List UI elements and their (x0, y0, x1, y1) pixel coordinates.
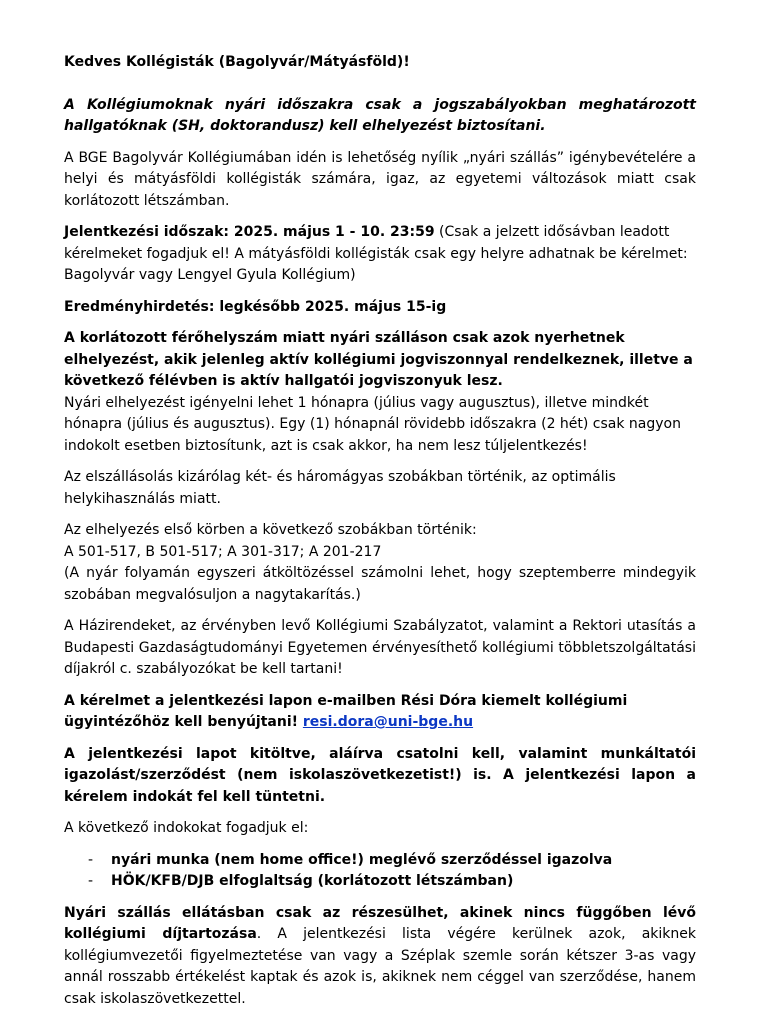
greeting-heading: Kedves Kollégisták (Bagolyvár/Mátyásföld)! (64, 54, 410, 70)
submit-paragraph (64, 691, 696, 734)
list-item: - HÖK/KFB/DJB elfoglaltság (korlátozott létszámban) (64, 871, 696, 893)
application-period-label: Jelentkezési időszak: 2025. május 1 - 10. 23:59 (64, 224, 435, 240)
reasons-intro: A következő indokokat fogadjuk el: (64, 820, 309, 836)
rules-paragraph: A Házirendeket, az érvényben levő Kollégiumi Szabályzatot, valamint a Rektori utasítás a Budapesti Gazdaságtudományi Egyetemen érvényesíthető kollégiumi többletszolgáltatási díjakról c. szabályozókat be kell tartani! (64, 618, 696, 677)
submit-text: A kérelmet a jelentkezési lapon e-mailben Rési Dóra kiemelt kollégiumi ügyintézőhöz kell benyújtani! (64, 692, 628, 730)
list-item: - nyári munka (nem home office!) meglévő szerződéssel igazolva (64, 850, 696, 872)
final-text: . A jelentkezési lista végére kerülnek azok, akiknek kollégiumvezetői figyelmeztetése van vagy a Széplak szemle során kétszer 3-as vagy annál rosszabb értékelést kaptak és azok is, akiknek nem céggel van szerződése, hanem csak iskolaszövetkezettel. (64, 926, 696, 1007)
rooms-paragraph (64, 520, 696, 606)
eligibility-text: Nyári elhelyezést igényelni lehet 1 hónapra (július vagy augusztus), illetve mindkét hónapra (július és augusztus). Egy (1) hónapnál rövidebb időszakra (2 hét) csak nagyon indokolt esetben biztosítunk, azt is csak akkor, ha nem lesz túljelentkezés! (64, 394, 681, 454)
rooms-list: A 501-517, B 501-517; A 301-317; A 201-217 (64, 543, 382, 560)
application-period-paragraph (64, 222, 696, 287)
rooms-note: (A nyár folyamán egyszeri átköltözéssel számolni lehet, hogy szeptemberre mindegyik szobában megvalósuljon a nagytakarítás.) (64, 565, 696, 603)
room-type-paragraph: Az elszállásolás kizárólag két- és háromágyas szobákban történik, az optimális helykihasználás miatt. (64, 469, 616, 507)
bge-summer-paragraph: A BGE Bagolyvár Kollégiumában idén is lehetőség nyílik „nyári szállás” igénybevételére a helyi és mátyásföldi kollégisták számára, igaz, az egyetemi változások miatt csak korlátozott létszámban. (64, 149, 696, 209)
application-period-text: (Csak a jelzett idősávban leadott kérelmeket fogadjuk el! A mátyásföldi kollégisták csak egy helyre adhatnak be kérelmet: Bagolyvár vagy Lengyel Gyula Kollégium) (64, 224, 688, 283)
final-bold: Nyári szállás ellátásban csak az részesülhet, akinek nincs függőben lévő kollégiumi díjtartozása (64, 904, 696, 942)
email-link[interactable]: resi.dora@uni-bge.hu (302, 714, 474, 730)
eligibility-bold: A korlátozott férőhelyszám miatt nyári szálláson csak azok nyerhetnek elhelyezést, akik jelenleg aktív kollégiumi jogviszonnyal rendelkeznek, illetve a következő félévben is aktív hallgatói jogviszonyuk lesz. (64, 330, 693, 389)
results-date: Eredményhirdetés: legkésőbb 2025. május 15-ig (64, 298, 447, 315)
eligibility-paragraph (64, 328, 696, 457)
rooms-intro: Az elhelyezés első körben a következő szobákban történik: (64, 522, 477, 538)
form-requirements-paragraph: A jelentkezési lapot kitöltve, aláírva csatolni kell, valamint munkáltatói igazolást/szerződést (nem iskolaszövetkezetist!) is. A jelentkezési lapon a kérelem indokát fel kell tüntetni. (64, 745, 696, 805)
reasons-list (64, 850, 696, 893)
final-paragraph (64, 903, 696, 1011)
intro-italic-paragraph: A Kollégiumoknak nyári időszakra csak a jogszabályokban meghatározott hallgatóknak (SH, doktorandusz) kell elhelyezést biztosítani. (64, 96, 696, 134)
